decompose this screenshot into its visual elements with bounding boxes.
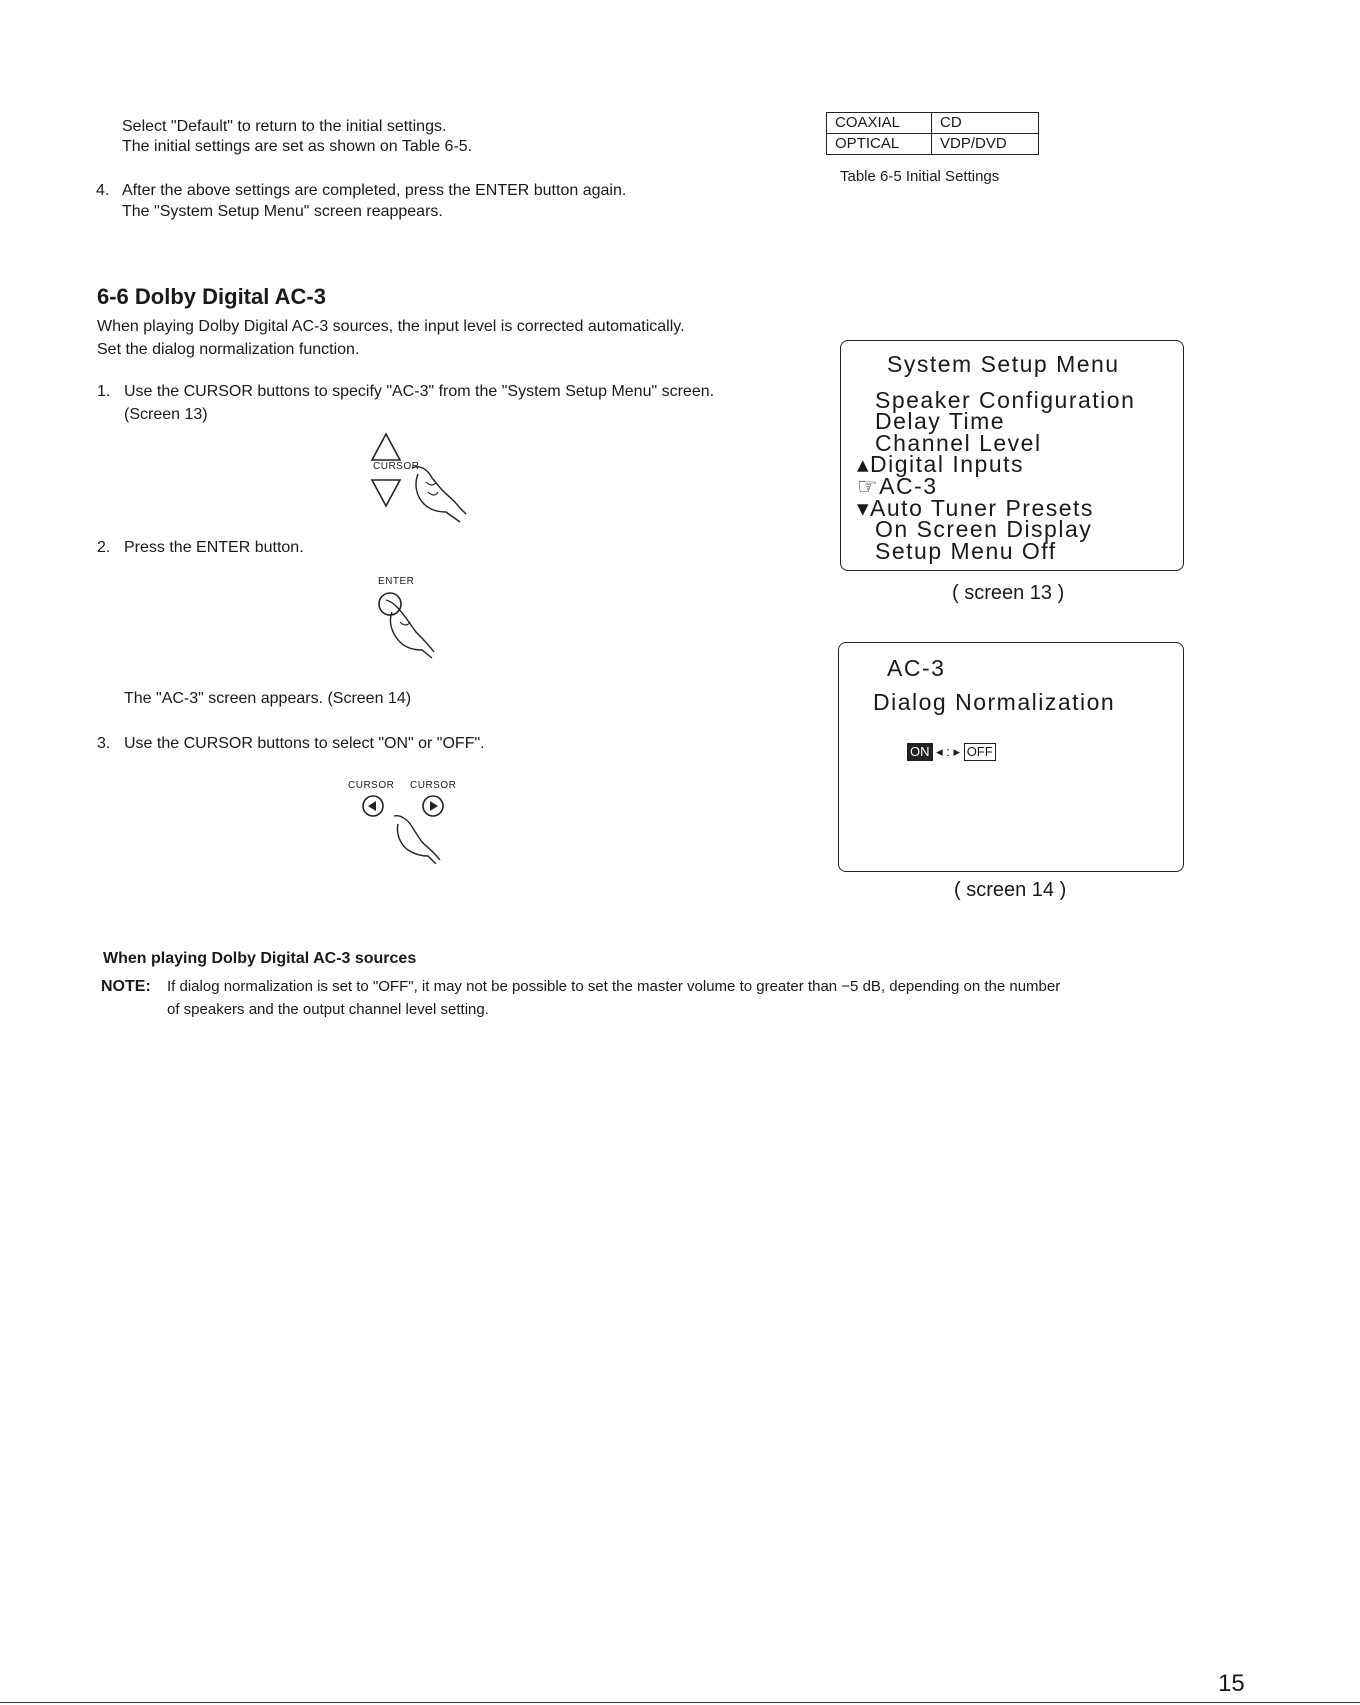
off-option[interactable]: OFF bbox=[964, 743, 996, 761]
cursor-updown-icon bbox=[368, 430, 478, 530]
note-line-2: of speakers and the output channel level setting. bbox=[167, 1001, 489, 1018]
page-number: 15 bbox=[1218, 1670, 1245, 1697]
section-heading: 6-6 Dolby Digital AC-3 bbox=[97, 284, 326, 309]
screen-13-item: ▴Digital Inputs bbox=[857, 451, 1025, 477]
screen-13-caption: ( screen 13 ) bbox=[952, 582, 1065, 604]
step2-number: 2. bbox=[97, 539, 111, 556]
screen-13-title: System Setup Menu bbox=[887, 351, 1120, 377]
enter-label: ENTER bbox=[378, 576, 415, 587]
note-line-1: If dialog normalization is set to "OFF", it may not be possible to set the master volume to greater than −5 dB, depending on the number bbox=[167, 978, 1061, 995]
table-row bbox=[827, 134, 1039, 155]
table-cell: OPTICAL bbox=[827, 134, 932, 155]
step4-line-1: After the above settings are completed, press the ENTER button again. bbox=[122, 182, 627, 199]
table-cell: COAXIAL bbox=[827, 113, 932, 134]
step4-number: 4. bbox=[96, 182, 110, 199]
step1-number: 1. bbox=[97, 383, 111, 400]
step4-line-2: The "System Setup Menu" screen reappears. bbox=[122, 203, 443, 220]
left-arrow-icon: ◂ bbox=[936, 744, 943, 759]
screen-13-item: Setup Menu Off bbox=[875, 538, 1057, 564]
cursor-updown-illustration bbox=[368, 430, 478, 530]
screen-13-item: ▾Auto Tuner Presets bbox=[857, 495, 1094, 521]
intro-line-1: Select "Default" to return to the initial settings. bbox=[122, 118, 447, 135]
screen-13-box bbox=[840, 340, 1184, 571]
step3-number: 3. bbox=[97, 735, 111, 752]
cursor-leftright-icon bbox=[358, 794, 458, 864]
table-caption: Table 6-5 Initial Settings bbox=[840, 168, 1000, 185]
table-row bbox=[827, 113, 1039, 134]
screen-13-item-selected: ☞AC-3 bbox=[857, 473, 938, 499]
on-option[interactable]: ON bbox=[907, 743, 933, 761]
screen-13-item: Delay Time bbox=[875, 408, 1006, 434]
screen-14-title: AC-3 bbox=[887, 655, 946, 681]
table-cell: VDP/DVD bbox=[932, 134, 1039, 155]
hand-press-icon bbox=[372, 590, 452, 660]
step1-line-1: Use the CURSOR buttons to specify "AC-3" from the "System Setup Menu" screen. bbox=[124, 383, 715, 400]
cursor-label: CURSOR bbox=[373, 461, 420, 472]
step3-line-1: Use the CURSOR buttons to select "ON" or "OFF". bbox=[124, 735, 485, 752]
bottom-rule bbox=[0, 1702, 1360, 1703]
note-heading: When playing Dolby Digital AC-3 sources bbox=[103, 950, 417, 967]
step2-line-1: Press the ENTER button. bbox=[124, 539, 304, 556]
right-arrow-icon: ▸ bbox=[953, 744, 961, 759]
separator: : bbox=[946, 744, 950, 759]
screen-13-item: Speaker Configuration bbox=[875, 387, 1136, 413]
step1-line-2: (Screen 13) bbox=[124, 406, 208, 423]
screen-13-item: Channel Level bbox=[875, 430, 1042, 456]
cursor-right-label: CURSOR bbox=[410, 780, 457, 791]
step2-result: The "AC-3" screen appears. (Screen 14) bbox=[124, 690, 412, 707]
screen-14-subtitle: Dialog Normalization bbox=[873, 689, 1116, 715]
cursor-left-label: CURSOR bbox=[348, 780, 395, 791]
note-label: NOTE: bbox=[101, 978, 151, 995]
section-para-2: Set the dialog normalization function. bbox=[97, 341, 360, 358]
intro-line-2: The initial settings are set as shown on Table 6-5. bbox=[122, 138, 473, 155]
table-cell: CD bbox=[932, 113, 1039, 134]
section-para-1: When playing Dolby Digital AC-3 sources, the input level is corrected automatically. bbox=[97, 318, 685, 335]
screen-14-box bbox=[838, 642, 1184, 872]
initial-settings-table bbox=[826, 112, 1039, 155]
on-off-selector[interactable] bbox=[907, 743, 996, 761]
cursor-leftright-illustration bbox=[358, 794, 458, 864]
screen-13-item: On Screen Display bbox=[875, 516, 1093, 542]
enter-button-illustration bbox=[372, 590, 452, 660]
screen-14-caption: ( screen 14 ) bbox=[954, 879, 1067, 901]
